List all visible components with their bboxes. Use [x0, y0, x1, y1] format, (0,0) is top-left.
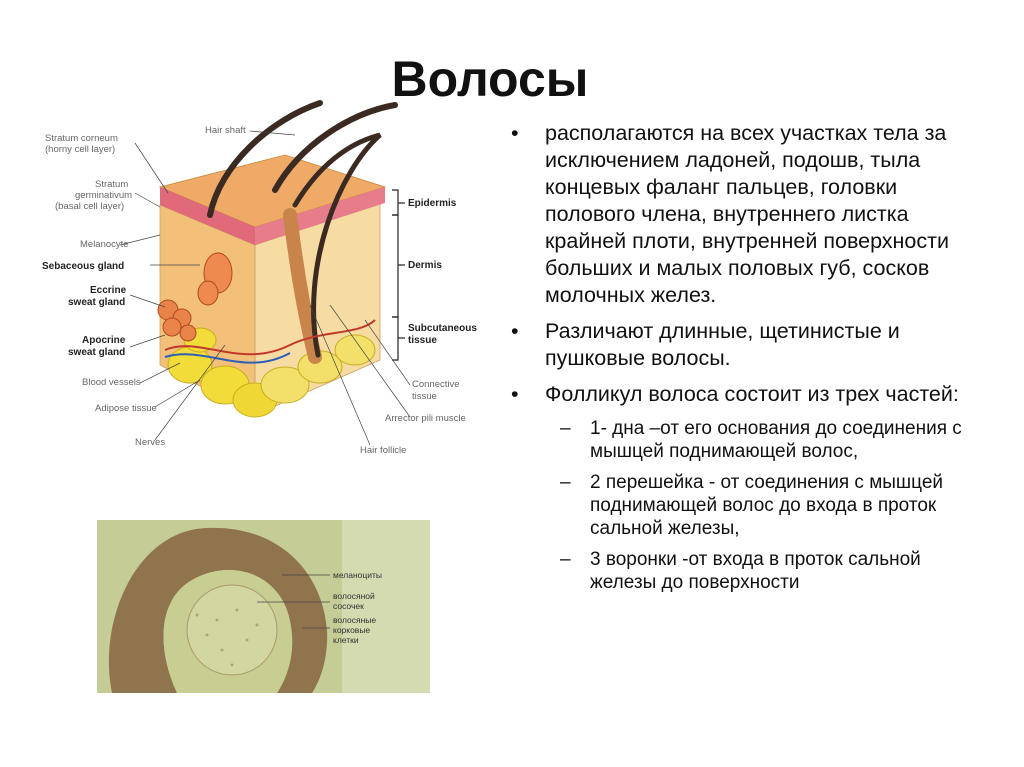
sub-bullet-text: 3 воронки -от входа в проток сальной железы до поверхности	[590, 549, 921, 593]
label-apocrine-2: sweat gland	[68, 347, 126, 358]
label-stratum-germ-2: germinativum	[75, 190, 133, 201]
label-eccrine-2: sweat gland	[68, 297, 126, 308]
label-epidermis: Epidermis	[408, 198, 457, 209]
label-cortex-3: клетки	[333, 635, 359, 645]
bullet-list	[505, 120, 975, 602]
hair-papilla	[187, 585, 277, 675]
label-cortex-1: волосяные	[333, 615, 377, 625]
label-papilla-1: волосяной	[333, 591, 375, 601]
label-apocrine-1: Apocrine	[82, 335, 126, 346]
bullet-marker: •	[511, 382, 519, 406]
bullet-item	[505, 120, 975, 309]
label-stratum-corneum-2: (horny cell layer)	[45, 144, 116, 155]
label-hair-shaft: Hair shaft	[205, 125, 246, 136]
label-stratum-corneum-1: Stratum corneum	[45, 133, 118, 144]
sub-bullet-list	[505, 417, 975, 594]
label-connective-2: tissue	[412, 391, 437, 402]
label-blood-vessels: Blood vessels	[82, 377, 141, 388]
label-connective-1: Connective	[412, 379, 460, 390]
sub-bullet-item	[505, 471, 975, 540]
label-sebaceous: Sebaceous gland	[42, 261, 125, 272]
label-cortex-2: корковые	[333, 625, 371, 635]
label-papilla-2: сосочек	[333, 601, 364, 611]
bullet-text: Фолликул волоса состоит из трех частей:	[545, 382, 959, 406]
label-arrector: Arrector pili muscle	[385, 413, 466, 424]
bullet-item	[505, 381, 975, 408]
label-subcutaneous-1: Subcutaneous	[408, 323, 477, 334]
sub-bullet-item	[505, 417, 975, 463]
label-stratum-germ-3: (basal cell layer)	[55, 201, 125, 212]
label-subcutaneous-2: tissue	[408, 335, 437, 346]
sub-bullet-text: 1- дна –от его основания до соединения с мышцей поднимающей волос,	[590, 418, 962, 462]
bullet-item	[505, 318, 975, 372]
label-dermis: Dermis	[408, 260, 442, 271]
label-nerves: Nerves	[135, 437, 166, 448]
histology-image	[97, 520, 430, 693]
sub-bullet-text: 2 перешейка - от соединения с мышцей поднимающей волос до входа в проток сальной железы,	[590, 472, 944, 539]
label-melanocytes: меланоциты	[333, 570, 383, 580]
skin-diagram	[40, 95, 490, 465]
bullet-text: располагаются на всех участках тела за исключением ладоней, подошв, тыла концевых фаланг пальцев, головки полового члена, внутреннего листка крайней плоти, внутренней поверхности больших и малых половых губ, сосков молочных желез.	[545, 121, 949, 307]
sub-bullet-marker: –	[560, 549, 571, 570]
label-eccrine-1: Eccrine	[90, 285, 127, 296]
bullet-marker: •	[511, 319, 519, 343]
sub-bullet-item	[505, 548, 975, 594]
sub-bullet-marker: –	[560, 418, 571, 439]
bullet-marker: •	[511, 121, 519, 145]
slide-title: Волосы	[391, 51, 589, 107]
label-stratum-germ-1: Stratum	[95, 179, 129, 190]
label-adipose: Adipose tissue	[95, 403, 157, 414]
bullet-text: Различают длинные, щетинистые и пушковые волосы.	[545, 319, 900, 370]
sub-bullet-marker: –	[560, 472, 571, 493]
label-hair-follicle: Hair follicle	[360, 445, 407, 456]
label-melanocyte: Melanocyte	[80, 239, 129, 250]
